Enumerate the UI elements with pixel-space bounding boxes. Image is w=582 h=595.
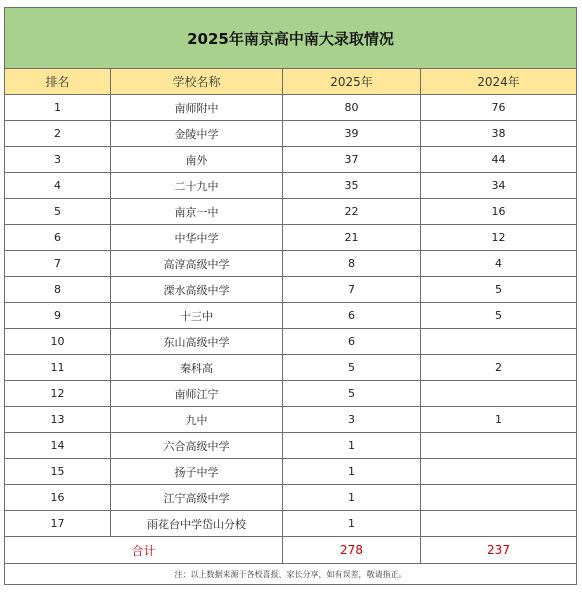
cell-2025: 5 bbox=[283, 355, 421, 381]
cell-2024: 4 bbox=[421, 251, 577, 277]
table-row bbox=[5, 251, 577, 277]
column-header-2025: 2025年 bbox=[283, 69, 421, 95]
cell-2025: 35 bbox=[283, 173, 421, 199]
cell-2024 bbox=[421, 381, 577, 407]
total-2024: 237 bbox=[421, 537, 577, 564]
table-row bbox=[5, 381, 577, 407]
cell-rank: 3 bbox=[5, 147, 111, 173]
cell-school: 金陵中学 bbox=[111, 121, 283, 147]
cell-school: 江宁高级中学 bbox=[111, 485, 283, 511]
cell-2025: 8 bbox=[283, 251, 421, 277]
cell-2024: 5 bbox=[421, 277, 577, 303]
cell-school: 十三中 bbox=[111, 303, 283, 329]
column-header-school: 学校名称 bbox=[111, 69, 283, 95]
cell-rank: 11 bbox=[5, 355, 111, 381]
cell-2024: 1 bbox=[421, 407, 577, 433]
cell-2024: 34 bbox=[421, 173, 577, 199]
cell-school: 二十九中 bbox=[111, 173, 283, 199]
cell-school: 六合高级中学 bbox=[111, 433, 283, 459]
table-row bbox=[5, 355, 577, 381]
cell-2024 bbox=[421, 433, 577, 459]
cell-2024: 38 bbox=[421, 121, 577, 147]
cell-2025: 1 bbox=[283, 459, 421, 485]
table-row bbox=[5, 407, 577, 433]
cell-2024 bbox=[421, 459, 577, 485]
table-row bbox=[5, 433, 577, 459]
cell-2024: 2 bbox=[421, 355, 577, 381]
cell-2025: 6 bbox=[283, 303, 421, 329]
cell-2025: 1 bbox=[283, 485, 421, 511]
cell-2024 bbox=[421, 511, 577, 537]
table-row bbox=[5, 121, 577, 147]
cell-2025: 1 bbox=[283, 433, 421, 459]
cell-2024 bbox=[421, 485, 577, 511]
cell-2025: 21 bbox=[283, 225, 421, 251]
cell-2025: 37 bbox=[283, 147, 421, 173]
footnote: 注：以上数据来源于各校喜报、家长分享，如有误差，敬请指正。 bbox=[5, 564, 577, 585]
cell-2025: 39 bbox=[283, 121, 421, 147]
cell-rank: 9 bbox=[5, 303, 111, 329]
cell-school: 东山高级中学 bbox=[111, 329, 283, 355]
column-header-2024: 2024年 bbox=[421, 69, 577, 95]
cell-2025: 22 bbox=[283, 199, 421, 225]
cell-2025: 3 bbox=[283, 407, 421, 433]
total-2025: 278 bbox=[283, 537, 421, 564]
table-row bbox=[5, 329, 577, 355]
cell-rank: 14 bbox=[5, 433, 111, 459]
cell-school: 扬子中学 bbox=[111, 459, 283, 485]
column-header-rank: 排名 bbox=[5, 69, 111, 95]
table-row bbox=[5, 303, 577, 329]
cell-school: 九中 bbox=[111, 407, 283, 433]
cell-2025: 80 bbox=[283, 95, 421, 121]
table-row bbox=[5, 95, 577, 121]
cell-school: 雨花台中学岱山分校 bbox=[111, 511, 283, 537]
cell-school: 秦科高 bbox=[111, 355, 283, 381]
cell-rank: 13 bbox=[5, 407, 111, 433]
table-title: 2025年南京高中南大录取情况 bbox=[5, 8, 577, 69]
table-row bbox=[5, 277, 577, 303]
cell-school: 高淳高级中学 bbox=[111, 251, 283, 277]
admission-sheet bbox=[4, 7, 576, 585]
cell-2024: 76 bbox=[421, 95, 577, 121]
total-row bbox=[5, 537, 577, 564]
cell-rank: 15 bbox=[5, 459, 111, 485]
cell-2024: 5 bbox=[421, 303, 577, 329]
cell-2024: 12 bbox=[421, 225, 577, 251]
cell-school: 南师江宁 bbox=[111, 381, 283, 407]
cell-rank: 8 bbox=[5, 277, 111, 303]
cell-school: 南师附中 bbox=[111, 95, 283, 121]
cell-school: 溧水高级中学 bbox=[111, 277, 283, 303]
cell-rank: 10 bbox=[5, 329, 111, 355]
cell-rank: 1 bbox=[5, 95, 111, 121]
cell-2025: 6 bbox=[283, 329, 421, 355]
table-header-row bbox=[5, 69, 577, 95]
cell-school: 南外 bbox=[111, 147, 283, 173]
cell-school: 中华中学 bbox=[111, 225, 283, 251]
table-row bbox=[5, 147, 577, 173]
cell-2024: 16 bbox=[421, 199, 577, 225]
table-body bbox=[5, 95, 577, 537]
table-row bbox=[5, 225, 577, 251]
cell-2025: 5 bbox=[283, 381, 421, 407]
table-row bbox=[5, 511, 577, 537]
cell-rank: 12 bbox=[5, 381, 111, 407]
cell-rank: 2 bbox=[5, 121, 111, 147]
cell-rank: 7 bbox=[5, 251, 111, 277]
cell-school: 南京一中 bbox=[111, 199, 283, 225]
cell-rank: 5 bbox=[5, 199, 111, 225]
table-row bbox=[5, 485, 577, 511]
table-row bbox=[5, 199, 577, 225]
cell-rank: 16 bbox=[5, 485, 111, 511]
table-row bbox=[5, 173, 577, 199]
cell-2024: 44 bbox=[421, 147, 577, 173]
cell-rank: 17 bbox=[5, 511, 111, 537]
cell-2025: 7 bbox=[283, 277, 421, 303]
admission-table bbox=[4, 7, 577, 585]
cell-2025: 1 bbox=[283, 511, 421, 537]
cell-rank: 6 bbox=[5, 225, 111, 251]
table-row bbox=[5, 459, 577, 485]
total-label: 合计 bbox=[5, 537, 283, 564]
cell-2024 bbox=[421, 329, 577, 355]
cell-rank: 4 bbox=[5, 173, 111, 199]
